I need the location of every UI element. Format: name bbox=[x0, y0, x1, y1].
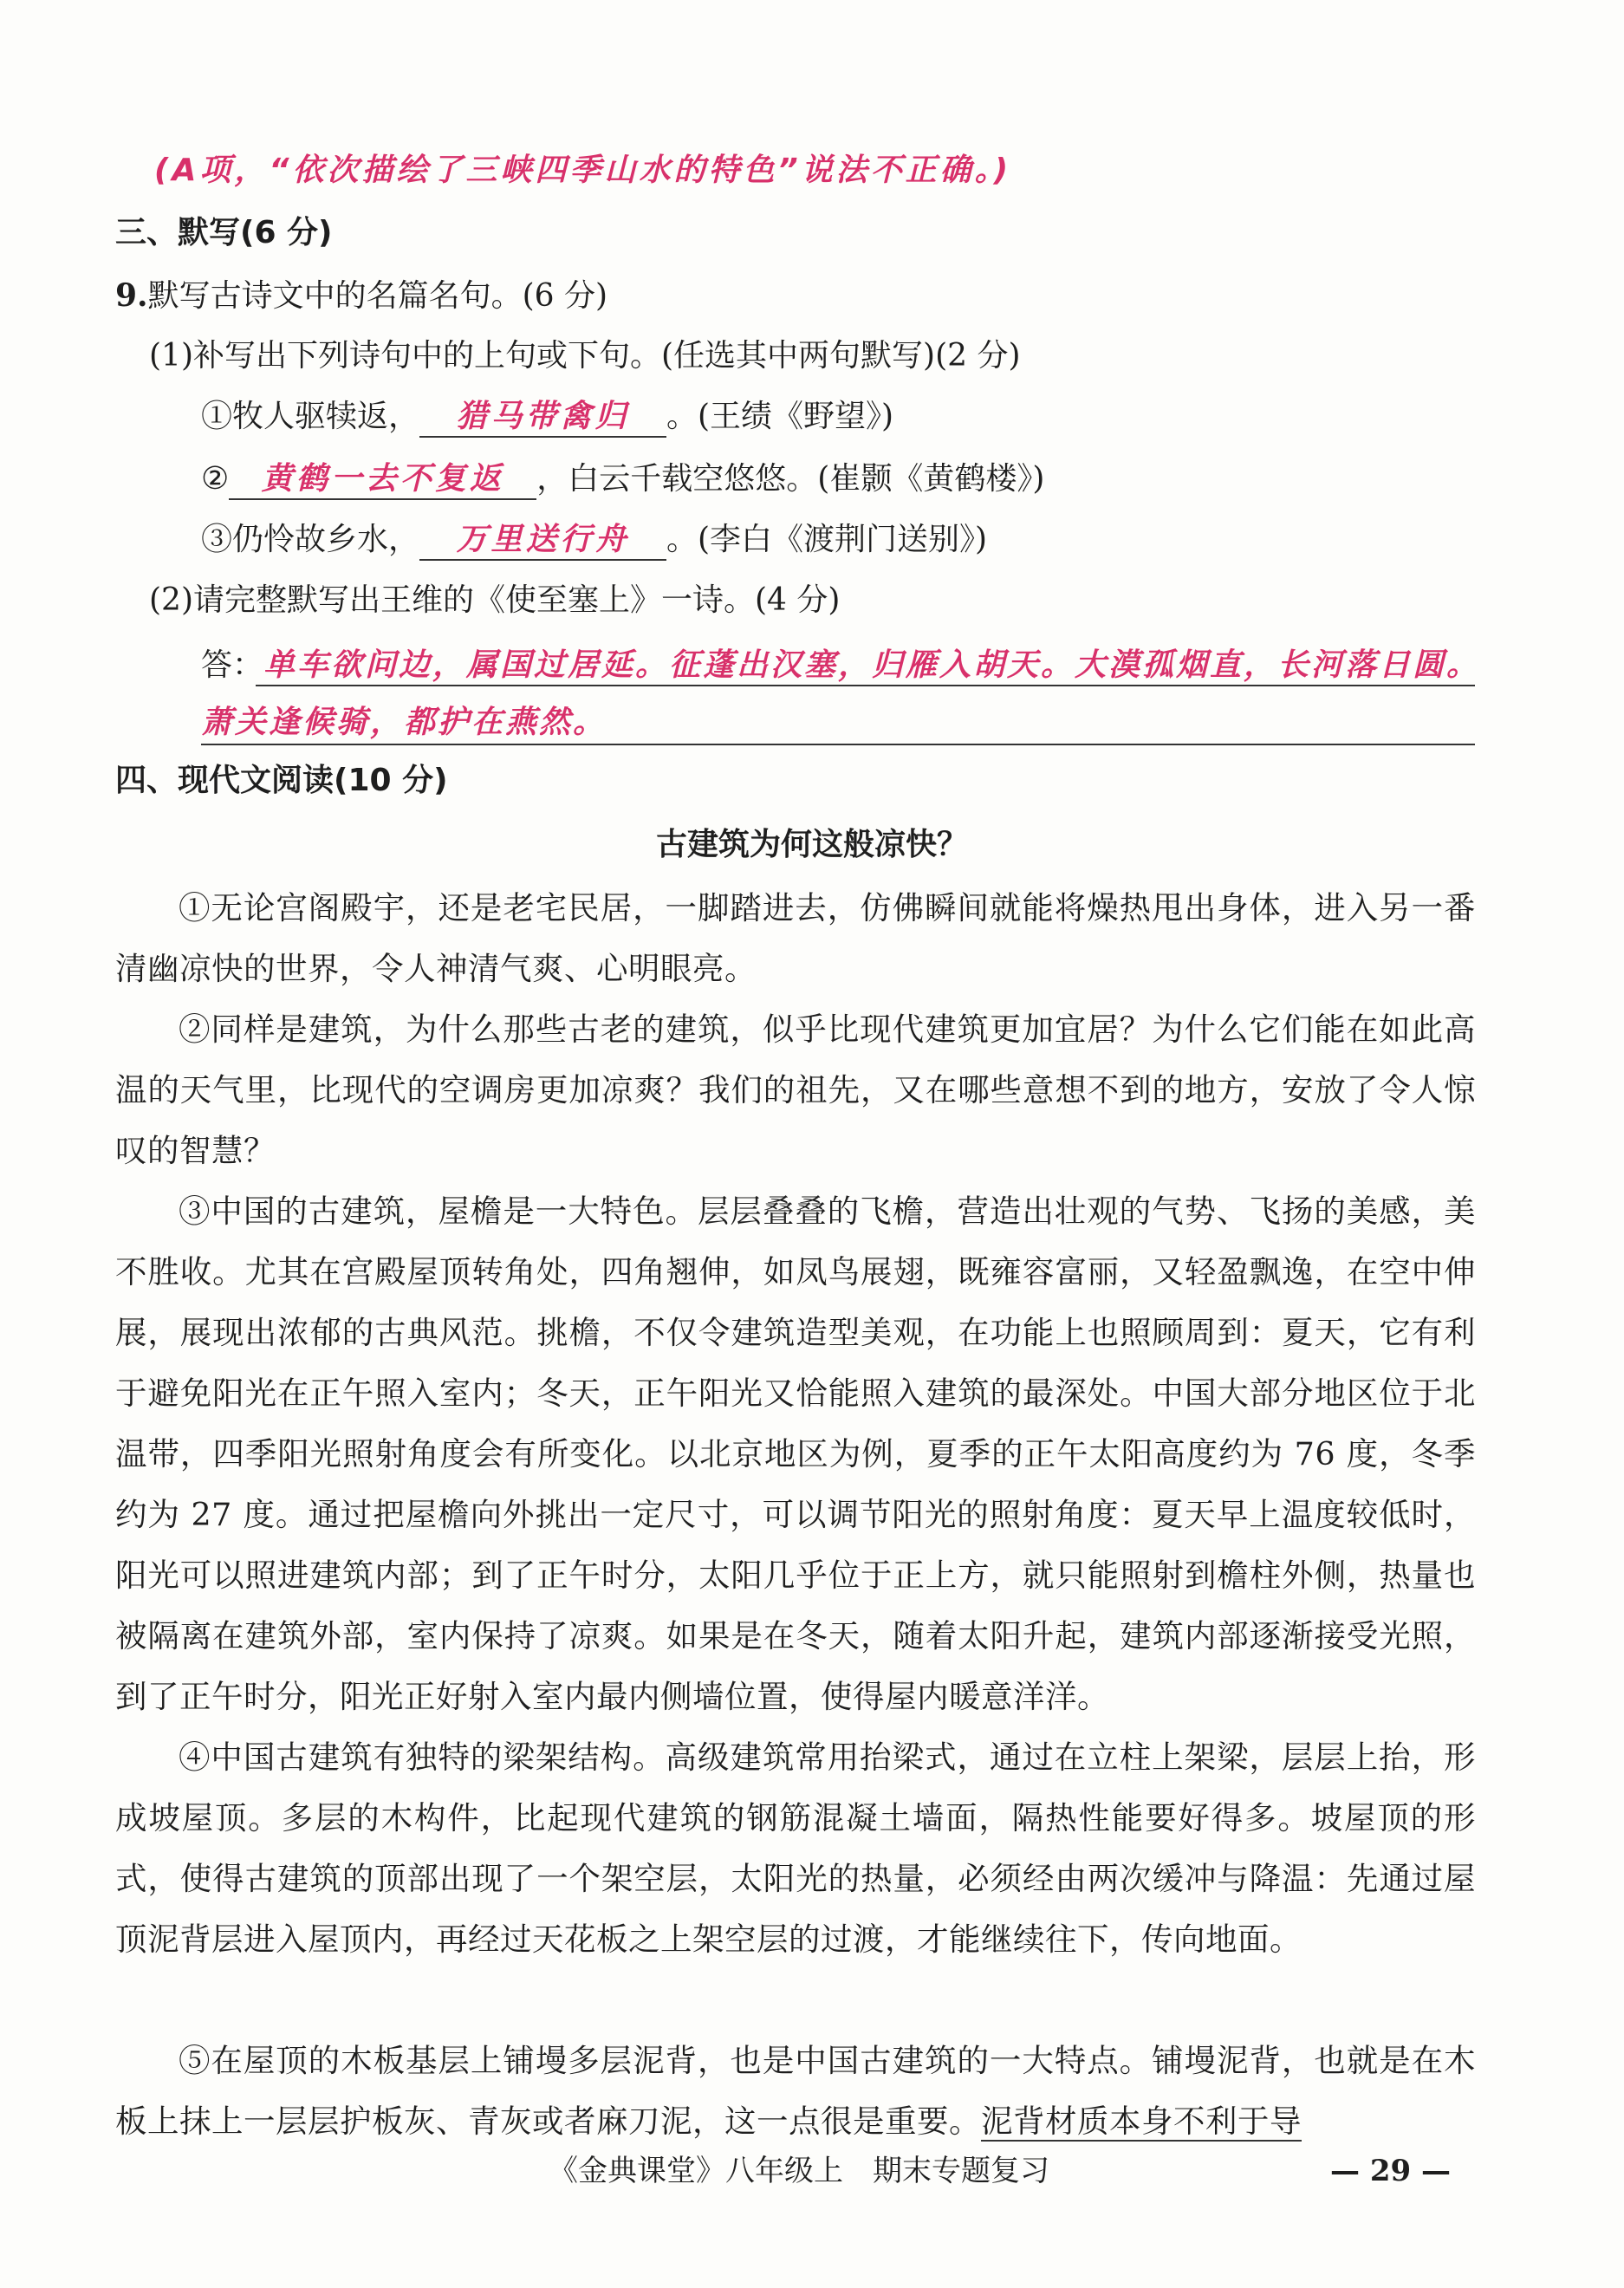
answer-blank-2[interactable]: 黄鹤一去不复返 bbox=[229, 460, 536, 500]
fill-item-prefix: ③仍怜故乡水， bbox=[201, 522, 420, 557]
fill-item-prefix: ② bbox=[201, 461, 230, 497]
poem-answer-line-1: 单车欲问边，属国过居延。征蓬出汉塞，归雁入胡天。大漠孤烟直，长河落日圆。 bbox=[263, 647, 1481, 683]
part-2-label: (2)请完整默写出王维的《使至塞上》一诗。(4 分) bbox=[149, 582, 841, 618]
article-paragraph-5 bbox=[115, 2031, 1476, 2152]
underlined-sentence: 泥背材质本身不利于导 bbox=[981, 2103, 1302, 2140]
article-title: 古建筑为何这般凉快？ bbox=[655, 827, 968, 862]
page-number: — 29 — bbox=[1330, 2154, 1451, 2188]
section-4-title: 四、现代文阅读(10 分) bbox=[115, 763, 448, 798]
handwritten-hint: (A项，“依次描绘了三峡四季山水的特色”说法不正确。) bbox=[154, 153, 1012, 188]
fill-item-suffix: 。(李白《渡荆门送别》) bbox=[666, 522, 988, 557]
fill-item-prefix: ①牧人驱犊返， bbox=[201, 399, 420, 434]
answer-blank-1[interactable]: 猎马带禽归 bbox=[419, 398, 666, 438]
article-paragraph-1: ①无论宫阁殿宇，还是老宅民居，一脚踏进去，仿佛瞬间就能将燥热甩出身体，进入另一番清幽凉快的世界，令人神清气爽、心明眼亮。 bbox=[115, 889, 1476, 987]
section-3-title: 三、默写(6 分) bbox=[115, 215, 333, 250]
article-paragraph-4: ④中国古建筑有独特的梁架结构。高级建筑常用抬梁式，通过在立柱上架梁，层层上抬，形成坡屋顶。多层的木构件，比起现代建筑的钢筋混凝土墙面，隔热性能要好得多。坡屋顶的形式，使得古建筑的顶部出现了一个架空层，太阳光的热量，必须经由两次缓冲与降温：先通过屋顶泥背层进入屋顶内，再经过天花板之上架空层的过渡，才能继续往下，传向地面。 bbox=[115, 1739, 1476, 1958]
fill-item-suffix: 。(王绩《野望》) bbox=[666, 399, 894, 434]
article-paragraph-3: ③中国的古建筑，屋檐是一大特色。层层叠叠的飞檐，营造出壮观的气势、飞扬的美感，美不胜收。尤其在宫殿屋顶转角处，四角翘伸，如凤鸟展翅，既雍容富丽，又轻盈飘逸，在空中伸展，展现出浓郁的古典风范。挑檐，不仅令建筑造型美观，在功能上也照顾周到：夏天，它有利于避免阳光在正午照入室内；冬天，正午阳光又恰能照入建筑的最深处。中国大部分地区位于北温带，四季阳光照射角度会有所变化。以北京地区为例，夏季的正午太阳高度约为 76 度，冬季约为 27 度。通过把屋檐向外挑出一定尺寸，可以调节阳光的照射角度：夏天早上温度较低时，阳光可以照进建筑内部；到了正午时分，太阳几乎位于正上方，就只能照射到檐柱外侧，热量也被隔离在建筑外部，室内保持了凉爽。如果是在冬天，随着太阳升起，建筑内部逐渐接受光照，到了正午时分，阳光正好射入室内最内侧墙位置，使得屋内暖意洋洋。 bbox=[115, 1193, 1476, 1715]
fill-item-suffix: ，白云千载空悠悠。(崔颢《黄鹤楼》) bbox=[536, 461, 1045, 497]
poem-answer-line-2: 萧关逢候骑，都护在燕然。 bbox=[201, 705, 607, 740]
question-number: 9. bbox=[115, 277, 148, 314]
article-paragraph-2: ②同样是建筑，为什么那些古老的建筑，似乎比现代建筑更加宜居？为什么它们能在如此高温的天气里，比现代的空调房更加凉爽？我们的祖先，又在哪些意想不到的地方，安放了令人惊叹的智慧？ bbox=[115, 1011, 1476, 1169]
poem-answer-area[interactable] bbox=[201, 637, 1481, 751]
question-stem-text: 默写古诗文中的名篇名句。(6 分) bbox=[147, 278, 608, 314]
footer-book-title: 《金典课堂》八年级上 期末专题复习 bbox=[549, 2154, 1049, 2188]
fill-item-1 bbox=[201, 395, 1477, 439]
fill-item-3 bbox=[201, 518, 1477, 562]
answer-prefix: 答： bbox=[201, 647, 264, 683]
fill-item-2 bbox=[201, 458, 1477, 501]
answer-blank-3[interactable]: 万里送行舟 bbox=[419, 521, 666, 561]
part-1-label: (1)补写出下列诗句中的上句或下句。(任选其中两句默写)(2 分) bbox=[149, 338, 1021, 374]
paragraph-5-text: ⑤在屋顶的木板基层上铺墁多层泥背，也是中国古建筑的一大特点。铺墁泥背，也就是在木板上抹上一层层护板灰、青灰或者麻刀泥，这一点很是重要。 bbox=[115, 2042, 1476, 2140]
question-9-stem bbox=[115, 274, 1477, 318]
